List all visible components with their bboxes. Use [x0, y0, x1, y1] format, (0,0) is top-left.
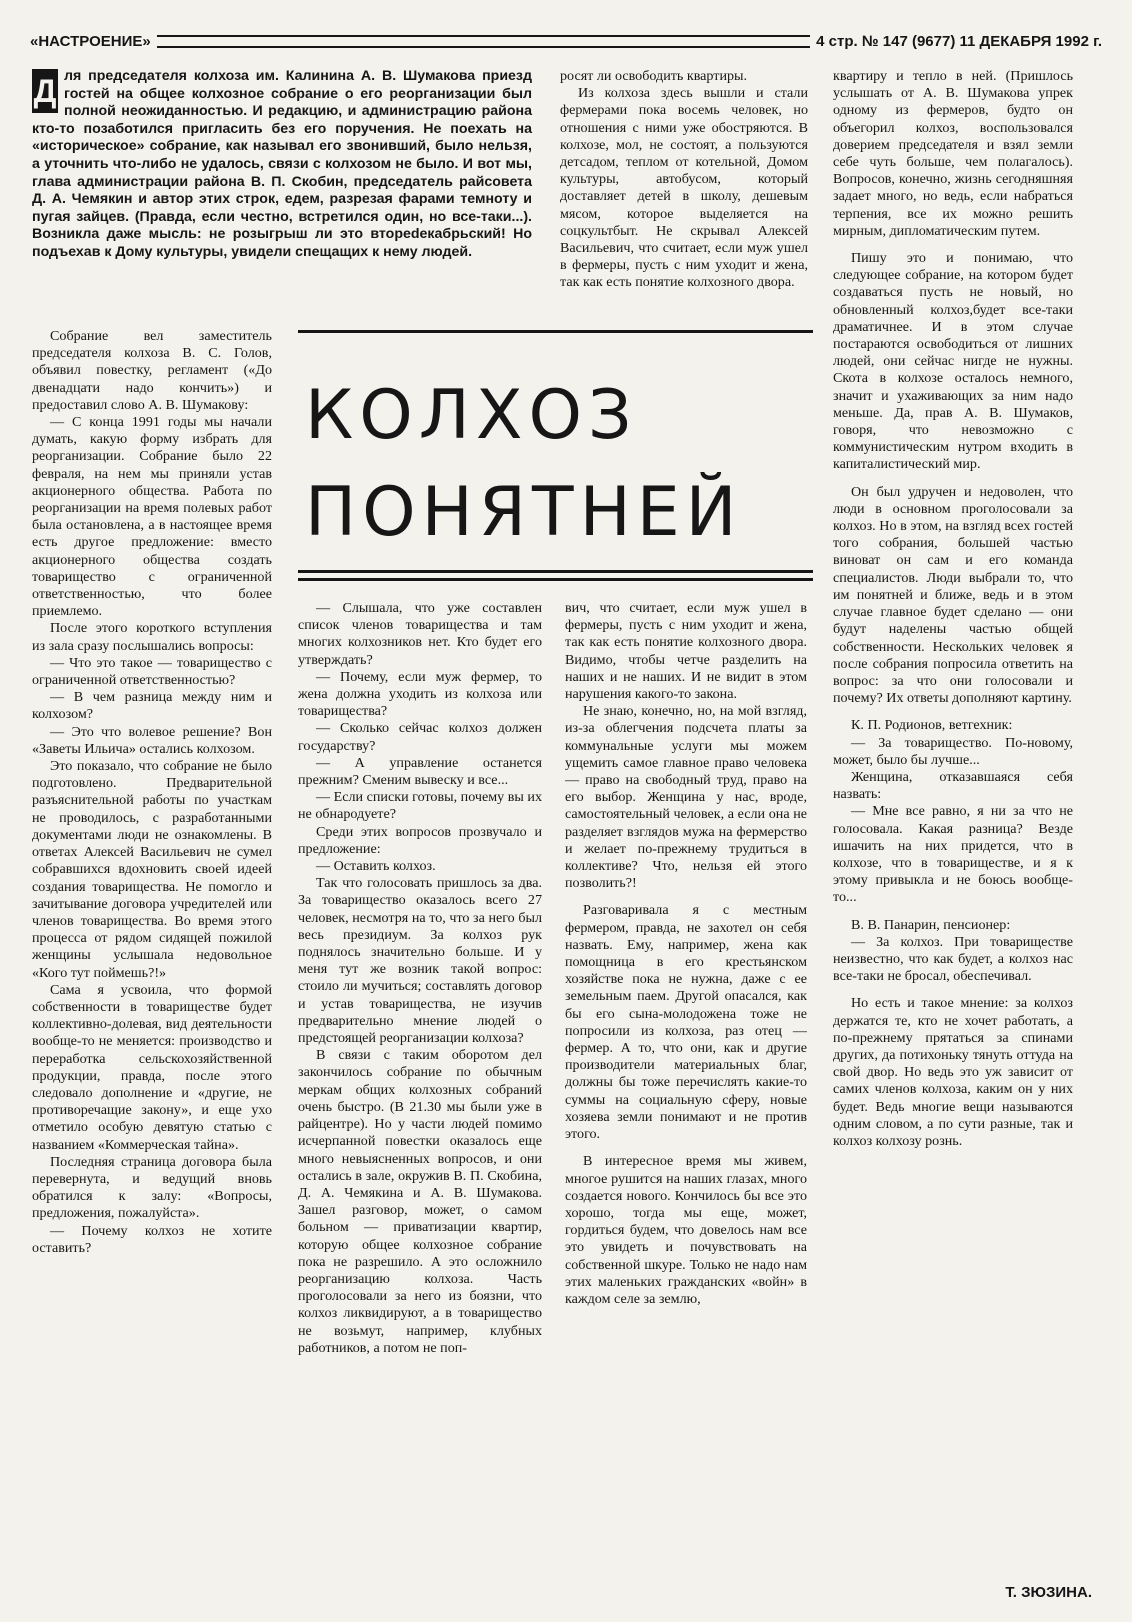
paragraph: — Это что волевое решение? Вон «Заветы Ильича» остались колхозом. — [32, 723, 272, 757]
column-2-top — [560, 68, 808, 292]
paragraph: вич, что считает, если муж ушел в фермеры, пусть с ним уходит и жена, так как есть понятие колхозного двора. Видимо, чтобы четче разделить на наших и не наших. И не видит в этом нарушения какого-то закона. — [565, 600, 807, 703]
paragraph: Последняя страница договора была перевернута, и ведущий вновь обратился к залу: «Вопросы, предложения, пожалуйста». — [32, 1153, 272, 1222]
paragraph: Разговаривала я с местным фермером, правда, не захотел он себя назвать. Ему, например, жена как помощница в его крестьянском хозяйстве пока не нужна, даже с ее земельным паем. Другой опасался, как бы его сына-молодожена тоже не попросили из колхоза, раз отец — фермер. А то, что они, как и другие производители материальных благ, должны бы тоже перечислять какие-то суммы на социальную сферу, новые хозяева земли понимают и не против этого. — [565, 902, 807, 1143]
paragraph: — Сколько сейчас колхоз должен государству? — [298, 720, 542, 754]
column-4 — [833, 68, 1073, 1573]
paragraph: После этого короткого вступления из зала сразу послышались вопросы: — [32, 620, 272, 654]
paragraph: Он был удручен и недоволен, что люди в основном проголосовали за колхоз. Но в этом, на взгляд всех гостей того собрания, большей частью виноват он сам и его команда специалистов. Люди выбрали то, что им понятней и ближе, ведь и в этом случае главное будет сделано — они будут наделены частью общей собственности. Нескольких человек я после собрания попросила ответить на вопрос: за что они голосовали и почему? Их ответы дополняют картину. — [833, 483, 1073, 707]
paragraph: — Оставить колхоз. — [316, 858, 436, 875]
paragraph: — Если списки готовы, почему вы их не обнародуете? — [298, 789, 542, 823]
paragraph: В связи с таким оборотом дел закончилось собрание по обычным меркам общих колхозных собраний очень быстро. (В 21.30 мы были уже в райцентре). Но у части людей помимо исчерпанной повестки оказалось еще много невыясненных вопросов, и они остались в зале, окружив В. П. Скобина, Д. А. Чемякина и А. В. Шумакова. Зашел разговор, может, о самом больном — приватизации квартир, которую общее колхозное собрание пока не разрешило. А это осложнило реорганизацию колхоза. Часть проголосовали за него из боязни, что колхоз ликвидируют, а в товарищество не возьмут, например, клубных работников, а потом не поп- — [298, 1047, 542, 1356]
paragraph: — В чем разница между ним и колхозом? — [32, 689, 272, 723]
paragraph: росят ли освободить квартиры. — [560, 68, 748, 84]
lead-text: ля председателя колхоза им. Калинина А. В. Шумакова приезд гостей на общее колхозное собрание о его реорганизации был полной неожиданностью. И редакцию, и администрацию района кто-то позаботился пригласить без его поручения. Не поехать на «историческое» собрание, как называл его звонивший, было нельзя, а уточнить что-либо не удалось, связи с колхозом не было. И вот мы, глава администрации района В. П. Скобин, председатель райсовета Д. А. Чемякин и автор этих строк, едем, разрезая фарами темноту и пугая зайцев. (Правда, если честно, встретился один, но все-таки...). Возникла даже мысль: не розыгрыш ли это вторedeкабрьский! Но подъехав к Дому культуры, увидели спещащих к нему людей. — [32, 68, 532, 260]
paragraph: В. В. Панарин, пенсионер: — [851, 916, 1011, 933]
author-signature: Т. ЗЮЗИНА. — [1005, 1584, 1092, 1601]
paragraph: Пишу это и понимаю, что следующее собрание, на котором будет создаваться пусть не новый, но обновленный колхоз,будет все-таки драматичнее. И в этом случае постараются освободиться от лишних людей, они сейчас нигде не нужны. Скота в колхозе осталось немного, значит и ухаживающих за ним надо меньше. Да, прав А. В. Шумаков, говоря, что невозможно с коммунистическим нутром входить в капиталистический мир. — [833, 250, 1073, 473]
headline-line-2: ПОНЯТНЕЙ — [305, 473, 743, 552]
column-2 — [298, 600, 542, 1590]
paragraph: Но есть и такое мнение: за колхоз держатся те, кто не хочет работать, а по-прежнему прятаться за спинами других, да потихоньку тянуть оттуда на свой двор. Но ведь это уж зависит от самих членов колхоза, каким он у них будет. Ведь многие вещи называются одним словом, а по сути разные, так и колхоз колхозу рознь. — [833, 995, 1073, 1149]
section-title: «НАСТРОЕНИЕ» — [30, 32, 151, 50]
paragraph: В интересное время мы живем, многое рушится на наших глазах, много создается нового. Кончилось бы все это хорошо, тогда мы еще, может, гордиться будем, что довелось нам все это увидеть и почувствовать на собственной шкуре. Только не надо нам этих маленьких гражданских «войн» в каждом селе за землю, — [565, 1153, 807, 1307]
headline-line-1: КОЛХОЗ — [305, 376, 638, 455]
paragraph: К. П. Родионов, ветгехник: — [851, 717, 1013, 734]
paragraph: — Почему колхоз не хотите оставить? — [32, 1222, 272, 1256]
paragraph: Из колхоза здесь вышли и стали фермерами пока восемь человек, но отношения с ними уже обостряются. В колхозе, мол, не состоят, а пользуются детсадом, теплом от котельной, Домом культуры, автобусом, который доставляет детей в школу, дешевым мясом, которое выделяется на соцкультбыт. Не скрывал Алексей Васильевич, что считает, если муж ушел в фермеры, пусть с ним уходит и жена, так как есть понятие колхозного двора. — [560, 85, 808, 291]
paragraph: — За товарищество. По-новому, может, было бы лучше... — [833, 734, 1073, 768]
header-rule — [157, 35, 810, 48]
paragraph: — Мне все равно, я ни за что не голосовала. Какая разница? Везде ишачить на них придется, что в колхозе, что в товариществе, и я к этому привыкла и не боюсь вообще-то... — [833, 803, 1073, 906]
page-header — [30, 30, 1102, 52]
drop-cap: Д — [32, 69, 58, 113]
paragraph: Это показало, что собрание не было подготовлено. Предварительной разъяснительной работы по участкам не проводилось, с разработанными документами люди не ознакомлены. В ответах Алексей Васильевич не сумел собравшихся вдохновить своей идеей создания товарищества. Не помогло и зачитывание договора учредителей или членов товарищества. Во время этого процесса от рядом сидящей пожилой женщины услышала недовольное «Кого тут поймешь?!» — [32, 758, 272, 981]
paragraph: Сама я усвоила, что формой собственности в товариществе будет коллективно-долевая, вид деятельности вообще-то не меняется: производство и переработка сельскохозяйственной продукции, правда, после этого следовало дополнение и «другие, не противоречащие закону», и еще ухо отметило особую девятую статью с названием «Коммерческая тайна». — [32, 981, 272, 1153]
paragraph: — С конца 1991 годы мы начали думать, какую форму избрать для реорганизации. Собрание было 22 февраля, на нем мы приняли устав акционерного общества. Работа по реорганизации на время полевых работ была остановлена, а в настоящее время есть другое предложение: вместо акционерного общества создать товарищество с ограниченной ответственностью, что более приемлемо. — [32, 414, 272, 620]
paragraph: Среди этих вопросов прозвучало и предложение: — [298, 823, 542, 857]
paragraph: — За колхоз. При товариществе неизвестно, что как будет, а колхоз нас все-таки не бросал, обеспечивал. — [833, 933, 1073, 985]
issue-line: 4 стр. № 147 (9677) 11 ДЕКАБРЯ 1992 г. — [816, 32, 1102, 50]
paragraph: — Слышала, что уже составлен список членов товарищества и там многих колхозников нет. Кто будет его утверждать? — [298, 600, 542, 668]
headline-rule-top — [298, 330, 813, 333]
paragraph: Собрание вел заместитель председателя колхоза В. С. Голов, объявил повестку, регламент («До двенадцати надо кончить») и предоставил слово А. В. Шумакову: — [32, 328, 272, 413]
paragraph: — Что это такое — товарищество с ограниченной ответственностью? — [32, 654, 272, 689]
headline-rule-bottom-2 — [298, 578, 813, 581]
headline-rule-bottom-1 — [298, 570, 813, 573]
paragraph: — А управление останется прежним? Сменим вывеску и все... — [298, 754, 542, 789]
paragraph: Так что голосовать пришлось за два. За товарищество оказалось всего 27 человек, несмотря на то, что за него был весь президиум. За колхоз рук поднялось значительно больше. И у меня тут же возник такой вопрос: стоило ли мучиться; составлять договор и устав товарищества, не изучив предварительно мнение людей о предстоящей реорганизации колхоза? — [298, 875, 542, 1047]
column-1 — [32, 328, 272, 1578]
article-lead — [32, 68, 532, 262]
paragraph: Женщина, отказавшаяся себя назвать: — [833, 768, 1073, 803]
paragraph: Не знаю, конечно, но, на мой взгляд, из-за облегчения подсчета платы за коммунальные услуги мы можем ущемить самое главное право человека — право на свободный труд, право на его выбор. Женщина у нас, вроде, самостоятельный человек, а если она не разделяет взглядов мужа на фермерство и желает по-прежнему трудиться в коллективе? Что, нельзя ей этого позволить?! — [565, 703, 807, 892]
paragraph: квартиру и тепло в ней. (Пришлось услышать от А. В. Шумакова упрек одному из фермеров, будто он объегорил колхоз, воспользовался доверием председателя и взял земли себе чуть больше, чем полагалось). Вопросов, конечно, жизнь сегодняшняя задает много, но ведь, если набраться терпения, все их можно решить мирным, дипломатическим путем. — [833, 68, 1073, 239]
paragraph: — Почему, если муж фермер, то жена должна уходить из колхоза или товарищества? — [298, 668, 542, 720]
column-3 — [565, 600, 807, 1590]
